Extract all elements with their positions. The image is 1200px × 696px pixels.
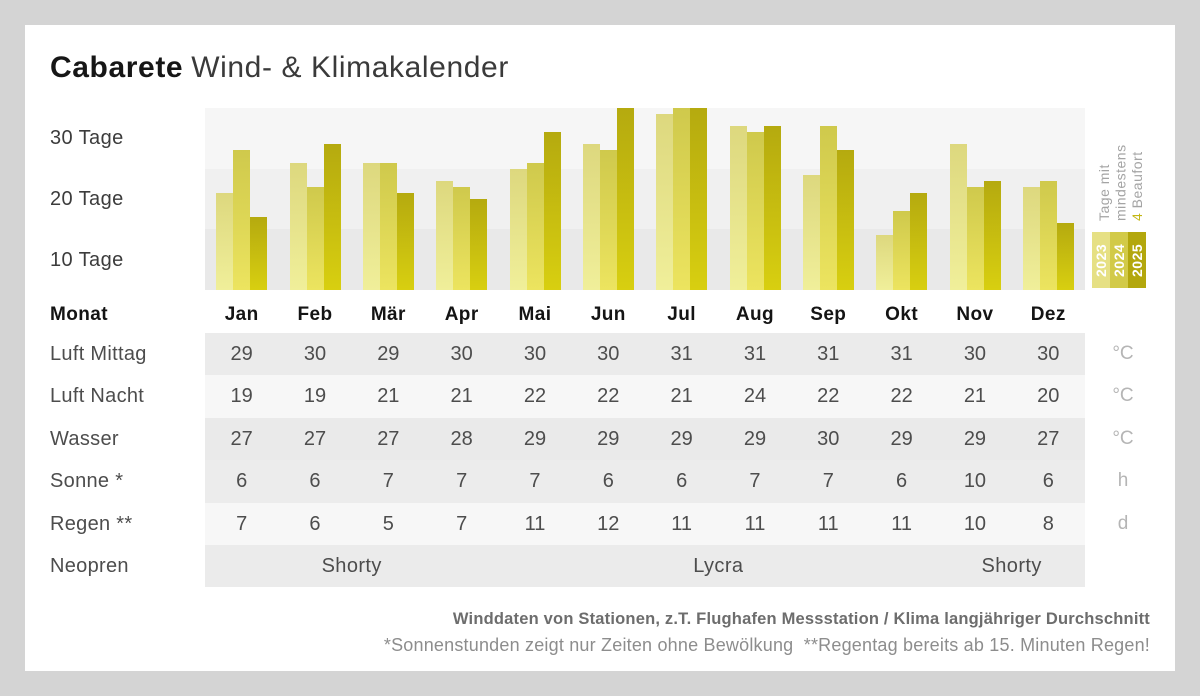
- cell-Mär: 5: [382, 512, 394, 535]
- month-header-Jun: Jun: [590, 304, 626, 325]
- table-row-5: [205, 503, 1085, 545]
- bar-Okt-2023: [876, 235, 893, 290]
- bar-Mär-2025: [397, 193, 414, 290]
- bar-group-Sep: [803, 126, 854, 290]
- cell-Jul: 6: [676, 470, 688, 493]
- month-header-Sep: Sep: [810, 304, 847, 325]
- bar-Mär-2024: [380, 163, 397, 290]
- cell-Okt: 31: [890, 343, 913, 365]
- bar-group-Nov: [950, 144, 1001, 290]
- cell-Okt: 22: [890, 385, 913, 408]
- row-label-luft-mittag: Luft Mittag: [50, 343, 147, 365]
- cell-Aug: 24: [743, 385, 767, 408]
- cell-Jul: 11: [671, 512, 693, 535]
- cell-Apr: 7: [456, 512, 468, 535]
- cell-Apr: 21: [450, 385, 473, 408]
- cell-Jul: 29: [670, 427, 693, 450]
- bar-Dez-2024: [1040, 181, 1057, 290]
- cell-Okt: 11: [891, 512, 912, 535]
- month-header-Dez: Dez: [1030, 304, 1066, 325]
- cell-Dez: 30: [1037, 343, 1060, 365]
- bar-group-Mär: [363, 163, 414, 290]
- legend-year-2024: 2024: [1110, 232, 1128, 288]
- bar-Feb-2023: [290, 163, 307, 290]
- cell-Nov: 29: [963, 427, 987, 450]
- cell-Mär: 29: [377, 343, 400, 365]
- table-row-2: [205, 375, 1085, 417]
- bar-Feb-2025: [324, 144, 341, 290]
- cell-Mär: 7: [382, 470, 394, 493]
- axis-title-line: 4 Beaufort: [1129, 151, 1145, 221]
- bar-group-Feb: [290, 144, 341, 290]
- cell-Mär: 27: [377, 427, 400, 450]
- bar-Mai-2025: [544, 132, 561, 290]
- unit-degC: °C: [1112, 385, 1134, 407]
- y-tick-10: 10 Tage: [50, 248, 124, 271]
- bar-group-Dez: [1023, 181, 1074, 290]
- bar-Apr-2023: [436, 181, 453, 290]
- cell-Aug: 7: [749, 470, 761, 493]
- cell-Aug: 29: [743, 427, 767, 450]
- bar-Jun-2024: [600, 150, 617, 290]
- bar-group-Mai: [510, 132, 561, 290]
- table-row-1: [205, 333, 1085, 375]
- footer-source-line: Winddaten von Stationen, z.T. Flughafen Messstation / Klima langjähriger Durchschnitt: [452, 610, 1150, 628]
- cell-Apr: 28: [450, 427, 473, 450]
- bar-Nov-2023: [950, 144, 967, 290]
- bar-Aug-2025: [764, 126, 781, 290]
- bar-Sep-2024: [820, 126, 837, 290]
- month-header-Okt: Okt: [885, 304, 919, 325]
- bar-group-Jun: [583, 108, 634, 290]
- month-header-Aug: Aug: [735, 304, 775, 325]
- table-row-3: [205, 418, 1085, 460]
- footer-asterisk-line: *Sonnenstunden zeigt nur Zeiten ohne Bewölkung **Regentag bereits ab 15. Minuten Regen!: [383, 635, 1150, 655]
- cell-Aug: 31: [743, 343, 767, 365]
- neopren-segment-shorty: Shorty: [321, 554, 382, 577]
- month-header-label: Monat: [50, 304, 108, 325]
- cell-Mai: 30: [523, 343, 547, 365]
- bar-Sep-2025: [837, 150, 854, 290]
- cell-Jun: 30: [597, 343, 620, 365]
- cell-Jun: 6: [602, 470, 614, 493]
- cell-Dez: 20: [1037, 385, 1060, 408]
- bar-Dez-2025: [1057, 223, 1074, 290]
- bar-Apr-2024: [453, 187, 470, 290]
- cell-Sep: 22: [817, 385, 840, 408]
- bar-group-Aug: [730, 126, 781, 290]
- row-label-luft-nacht: Luft Nacht: [50, 385, 145, 408]
- bar-group-Apr: [436, 181, 487, 290]
- cell-Okt: 6: [896, 470, 908, 493]
- bar-Aug-2023: [730, 126, 747, 290]
- month-header-Apr: Apr: [444, 304, 479, 325]
- cell-Nov: 10: [963, 512, 987, 535]
- brand-name: Cabarete: [50, 51, 184, 84]
- axis-title-line: mindestens: [1112, 144, 1129, 221]
- axis-title-highlight: 4: [1129, 212, 1145, 221]
- bar-Okt-2025: [910, 193, 927, 290]
- cell-Nov: 10: [963, 470, 987, 493]
- cell-Apr: 7: [456, 470, 468, 493]
- bar-Jan-2025: [250, 217, 267, 290]
- cell-Mai: 29: [523, 427, 547, 450]
- bar-Nov-2025: [984, 181, 1001, 290]
- cell-Dez: 6: [1042, 470, 1054, 493]
- bar-Mai-2024: [527, 163, 544, 290]
- unit-degC: °C: [1112, 343, 1134, 364]
- cell-Jul: 31: [670, 343, 693, 365]
- unit-degC: °C: [1112, 427, 1134, 449]
- climate-calendar-card: [25, 25, 1175, 671]
- cell-Jun: 29: [597, 427, 620, 450]
- bar-Jun-2025: [617, 108, 634, 290]
- bar-group-Jul: [656, 108, 707, 290]
- month-header-Jul: Jul: [667, 304, 696, 325]
- cell-Feb: 6: [309, 470, 321, 493]
- cell-Nov: 30: [963, 343, 987, 365]
- row-label-wasser: Wasser: [50, 427, 119, 450]
- y-tick-30: 30 Tage: [50, 127, 124, 150]
- bar-group-Okt: [876, 193, 927, 290]
- chart-axis-title: [1096, 128, 1146, 221]
- cell-Feb: 30: [303, 343, 327, 365]
- bar-Nov-2024: [967, 187, 984, 290]
- axis-title-line: Tage mit: [1096, 164, 1112, 221]
- cell-Nov: 21: [963, 385, 987, 408]
- cell-Jan: 19: [230, 385, 253, 408]
- neopren-segment-lycra: Lycra: [693, 554, 744, 577]
- month-header-Mai: Mai: [518, 304, 552, 325]
- cell-Okt: 29: [890, 427, 913, 450]
- cell-Jun: 12: [597, 512, 620, 535]
- cell-Sep: 30: [817, 427, 840, 450]
- bar-Jan-2023: [216, 193, 233, 290]
- cell-Mai: 22: [523, 385, 547, 408]
- cell-Sep: 11: [817, 512, 839, 535]
- neopren-segment-shorty: Shorty: [981, 554, 1042, 577]
- legend-year-2023: 2023: [1092, 232, 1110, 288]
- cell-Jan: 7: [236, 512, 248, 535]
- bar-Jul-2024: [673, 108, 690, 290]
- month-header-Jan: Jan: [224, 304, 259, 325]
- cell-Feb: 6: [309, 512, 321, 535]
- month-header-Feb: Feb: [297, 304, 333, 325]
- cell-Jan: 29: [230, 343, 253, 365]
- chart-year-legend: [1092, 232, 1146, 288]
- months-header-row: [205, 297, 1085, 333]
- bar-Mai-2023: [510, 169, 527, 290]
- cell-Sep: 31: [817, 343, 840, 365]
- bar-group-Jan: [216, 150, 267, 290]
- cell-Feb: 19: [303, 385, 327, 408]
- cell-Feb: 27: [303, 427, 327, 450]
- table-row-6: [205, 545, 1085, 587]
- bar-Dez-2023: [1023, 187, 1040, 290]
- cell-Dez: 8: [1042, 512, 1054, 535]
- legend-year-2025: 2025: [1128, 232, 1146, 288]
- bar-Okt-2024: [893, 211, 910, 290]
- cell-Dez: 27: [1037, 427, 1060, 450]
- month-header-Mär: Mär: [370, 304, 406, 325]
- title-subtitle: Wind- & Klimakalender: [191, 51, 509, 84]
- cell-Jan: 6: [236, 470, 248, 493]
- month-header-Nov: Nov: [956, 304, 994, 325]
- bar-Apr-2025: [470, 199, 487, 290]
- bar-Jun-2023: [583, 144, 600, 290]
- bar-Feb-2024: [307, 187, 324, 290]
- row-label-neopren: Neopren: [50, 555, 129, 577]
- y-tick-20: 20 Tage: [50, 188, 124, 210]
- footer-notes: [384, 607, 1150, 659]
- bar-Mär-2023: [363, 163, 380, 290]
- bar-Jul-2025: [690, 108, 707, 290]
- page-title: [50, 51, 509, 85]
- cell-Apr: 30: [450, 343, 473, 365]
- cell-Mär: 21: [377, 385, 400, 408]
- cell-Mai: 7: [529, 470, 541, 493]
- wind-days-chart: [205, 108, 1085, 290]
- bar-Jan-2024: [233, 150, 250, 290]
- row-label-sonne-: Sonne *: [50, 470, 124, 493]
- bar-Jul-2023: [656, 114, 673, 290]
- bar-Aug-2024: [747, 132, 764, 290]
- cell-Mai: 11: [524, 512, 546, 535]
- cell-Jul: 21: [670, 385, 693, 408]
- climate-table: [205, 333, 1085, 587]
- unit-d: d: [1117, 512, 1129, 534]
- cell-Jan: 27: [230, 427, 253, 450]
- cell-Aug: 11: [744, 512, 766, 535]
- row-label-regen-: Regen **: [50, 512, 133, 535]
- cell-Jun: 22: [597, 385, 620, 408]
- bar-Sep-2023: [803, 175, 820, 290]
- cell-Sep: 7: [822, 470, 834, 493]
- table-row-4: [205, 460, 1085, 502]
- unit-h: h: [1117, 470, 1129, 492]
